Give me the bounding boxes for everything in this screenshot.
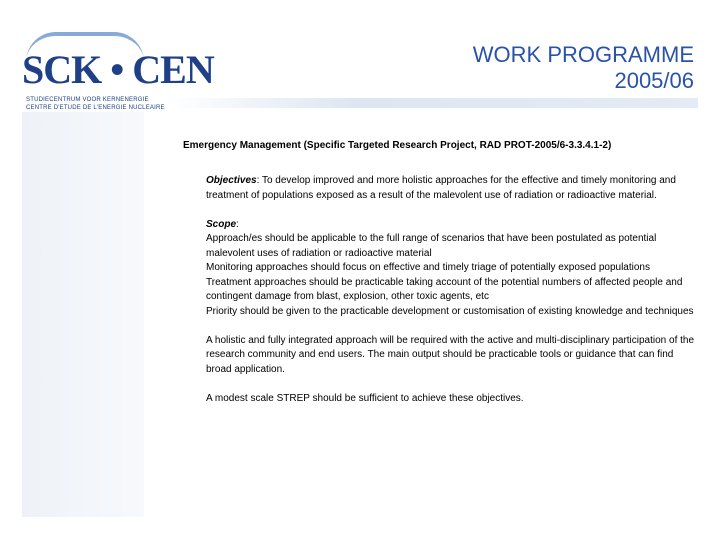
logo-subtitle-nl: STUDIECENTRUM VOOR KERNENERGIE (26, 97, 149, 103)
sck-cen-logo (20, 30, 214, 112)
scope-label: Scope (206, 218, 237, 230)
page-title (473, 42, 694, 94)
scope-item: Monitoring approaches should focus on effective and timely triage of potentially exposed populations (206, 262, 650, 273)
header-divider (168, 98, 698, 108)
objectives-text: : To develop improved and more holistic approaches for the effective and timely monitoring and treatment of populations exposed as a result of the malevolent use of radiation or radioactive material. (206, 175, 676, 201)
holistic-paragraph: A holistic and fully integrated approach will be required with the active and multi-disciplinary participation of the research community and end users. The main output should be practicable tools or guidance that can find broad application. (206, 334, 695, 375)
scope-item: Approach/es should be applicable to the full range of scenarios that have been postulated as potential malevolent uses of radiation or radioactive material (206, 233, 657, 259)
logo-text: SCK • CEN (22, 47, 214, 92)
title-line-2: 2005/06 (614, 68, 694, 93)
content-body (206, 174, 696, 406)
scope-heading (206, 218, 696, 233)
scope-label-suffix: : (236, 218, 239, 230)
logo-subtitle-fr: CENTRE D'ETUDE DE L'ENERGIE NUCLEAIRE (26, 105, 165, 111)
scope-item: Priority should be given to the practicable development or customisation of existing knowledge and techniques (206, 305, 694, 317)
scope-item: Treatment approaches should be practicable taking account of the potential numbers of affected people and contingent damage from blast, explosion, other toxic agents, etc (206, 276, 683, 302)
objectives-paragraph (206, 174, 696, 203)
title-line-1: WORK PROGRAMME (472, 42, 694, 67)
objectives-label: Objectives (206, 175, 257, 186)
section-heading: Emergency Management (Specific Targeted Research Project, RAD PROT-2005/6-3.3.4.1-2) (183, 140, 612, 151)
strep-paragraph: A modest scale STREP should be sufficient to achieve these objectives. (206, 392, 524, 404)
left-decorative-bar (22, 112, 144, 517)
